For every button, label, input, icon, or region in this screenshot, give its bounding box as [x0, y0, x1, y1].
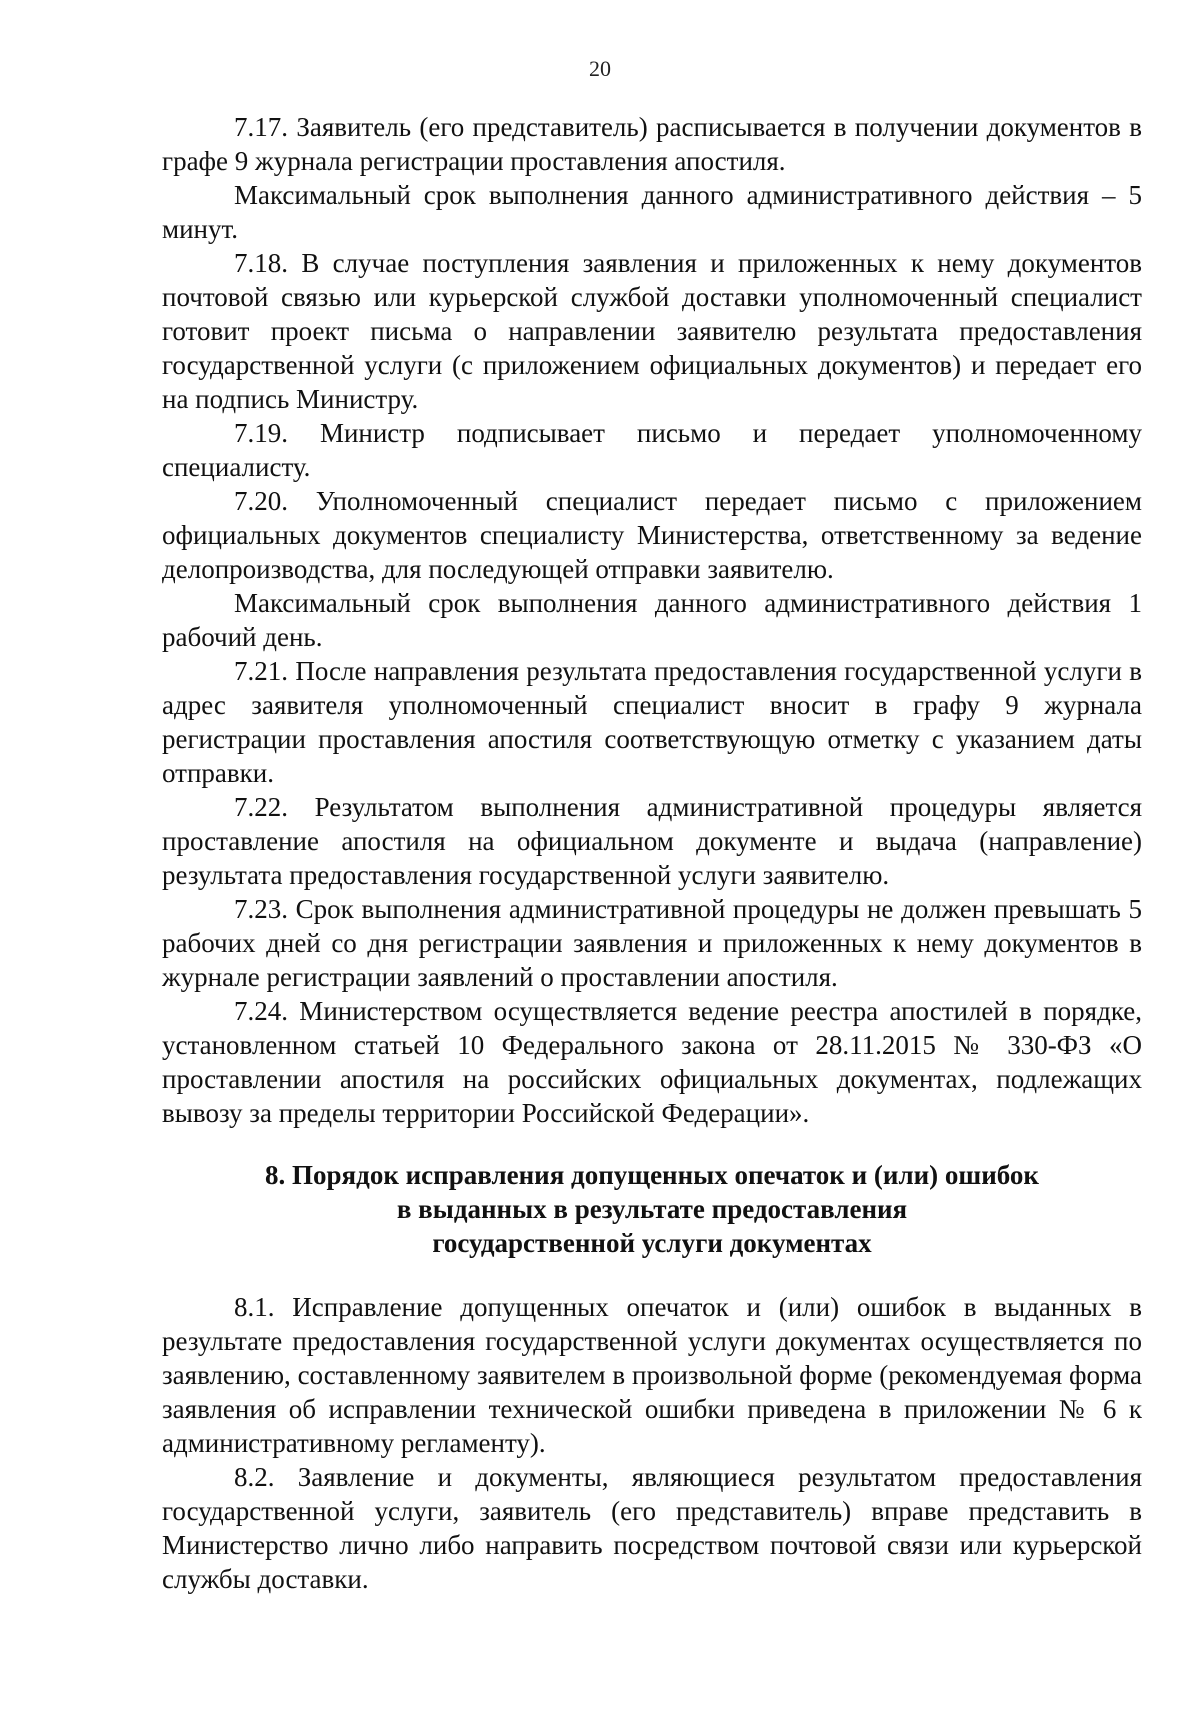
paragraph-8-2: 8.2. Заявление и документы, являющиеся результатом предоставления государственной услуги, заявитель (его представитель) вправе представить в Министерство лично либо направить посредством почтовой связи или курьерской службы доставки.	[162, 1462, 1142, 1594]
document-body	[162, 110, 1142, 1596]
section-heading-line-1: 8. Порядок исправления допущенных опечаток и (или) ошибок	[265, 1160, 1039, 1190]
paragraph-7-18: 7.18. В случае поступления заявления и приложенных к нему документов почтовой связью или курьерской службой доставки уполномоченный специалист готовит проект письма о направлении заявителю результата предоставления государственной услуги (с приложением официальных документов) и передает его на подпись Министру.	[162, 248, 1142, 414]
page-number: 20	[589, 56, 611, 81]
section-8-heading	[162, 1158, 1142, 1260]
paragraph-8-1: 8.1. Исправление допущенных опечаток и (или) ошибок в выданных в результате предоставления государственной услуги документах осуществляется по заявлению, составленному заявителем в произвольной форме (рекомендуемая форма заявления об исправлении технической ошибки приведена в приложении № 6 к административному регламенту).	[162, 1292, 1142, 1458]
section-heading-line-2: в выданных в результате предоставления	[396, 1194, 908, 1224]
paragraph-7-19: 7.19. Министр подписывает письмо и передает уполномоченному специалисту.	[162, 418, 1142, 482]
paragraph-7-23: 7.23. Срок выполнения административной процедуры не должен превышать 5 рабочих дней со дня регистрации заявления и приложенных к нему документов в журнале регистрации заявлений о проставлении апостиля.	[162, 894, 1142, 992]
section-heading-line-3: государственной услуги документах	[432, 1228, 872, 1258]
paragraph-7-21: 7.21. После направления результата предоставления государственной услуги в адрес заявителя уполномоченный специалист вносит в графу 9 журнала регистрации проставления апостиля соответствующую отметку с указанием даты отправки.	[162, 656, 1142, 788]
paragraph-7-20: 7.20. Уполномоченный специалист передает письмо с приложением официальных документов специалисту Министерства, ответственному за ведение делопроизводства, для последующей отправки заявителю.	[162, 486, 1142, 584]
paragraph-7-22: 7.22. Результатом выполнения административной процедуры является проставление апостиля на официальном документе и выдача (направление) результата предоставления государственной услуги заявителю.	[162, 792, 1142, 890]
paragraph-7-17-deadline: Максимальный срок выполнения данного административного действия – 5 минут.	[162, 180, 1142, 244]
paragraph-7-20-deadline: Максимальный срок выполнения данного административного действия 1 рабочий день.	[162, 588, 1142, 652]
paragraph-7-17: 7.17. Заявитель (его представитель) расписывается в получении документов в графе 9 журнала регистрации проставления апостиля.	[162, 112, 1142, 176]
paragraph-7-24: 7.24. Министерством осуществляется ведение реестра апостилей в порядке, установленном статьей 10 Федерального закона от 28.11.2015 № 330-ФЗ «О проставлении апостиля на российских официальных документах, подлежащих вывозу за пределы территории Российской Федерации».	[162, 996, 1142, 1128]
